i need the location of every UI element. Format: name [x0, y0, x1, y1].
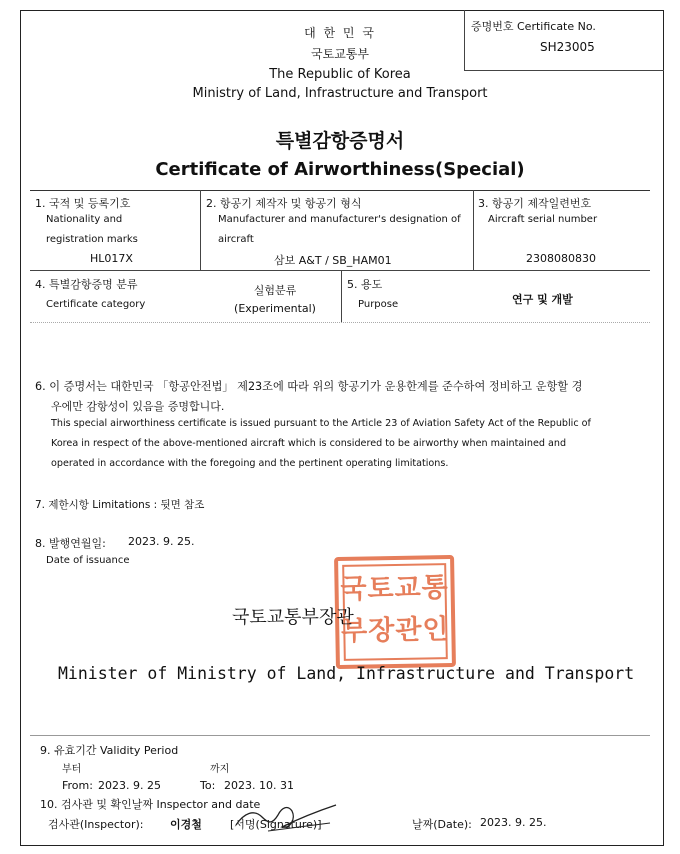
field1-label-en-2: registration marks — [46, 234, 138, 245]
minister-en: Minister of Ministry of Land, Infrastructure and Transport — [58, 664, 635, 683]
validity-from-ko: 부터 — [62, 764, 82, 775]
bottom-section-line — [30, 735, 650, 736]
signature-underline-stroke — [268, 823, 330, 831]
title-ko: 특별감항증명서 — [275, 130, 405, 152]
country-en: The Republic of Korea — [269, 67, 411, 82]
country-ko: 대 한 민 국 — [304, 26, 376, 40]
field5-label-ko: 5. 용도 — [347, 278, 383, 291]
cert-no-label: 증명번호 Certificate No. — [471, 20, 596, 33]
statement-en-line2: Korea in respect of the above-mentioned aircraft which is considered to be airworthy when maintained and — [51, 438, 567, 449]
issuance-label-ko: 8. 발행연월일: — [35, 537, 106, 550]
row1-bottom-line — [30, 270, 650, 271]
field4-value-en: (Experimental) — [234, 302, 316, 315]
issuance-label-en: Date of issuance — [46, 555, 130, 566]
field2-value: 삼보 A&T / SB_HAM01 — [274, 254, 392, 267]
row1-top-line — [30, 190, 650, 191]
statement-ko-line2: 우에만 감항성이 있음을 증명합니다. — [51, 400, 225, 413]
field3-label-ko: 3. 항공기 제작일련번호 — [478, 197, 592, 210]
date-label: 날짜(Date): — [412, 818, 472, 831]
inspector-signature — [232, 795, 342, 835]
statement-en-line1: This special airworthiness certificate is issued pursuant to the Article 23 of Aviation Safety Act of the Republic of — [51, 418, 591, 429]
field2-label-en-2: aircraft — [218, 234, 254, 245]
statement-ko-line1: 6. 이 증명서는 대한민국 「항공안전법」 제23조에 따라 위의 항공기가 운용한계를 준수하여 정비하고 운항할 경 — [35, 380, 583, 393]
field4-label-en: Certificate category — [46, 299, 146, 310]
ministry-en: Ministry of Land, Infrastructure and Transport — [192, 86, 488, 101]
title-en: Certificate of Airworthiness(Special) — [155, 159, 525, 180]
row1-divider-1 — [200, 190, 201, 270]
row2-divider — [341, 270, 342, 322]
field5-value: 연구 및 개발 — [512, 293, 573, 306]
signature-label: [서명(Signature)] — [230, 818, 322, 831]
inspector-date: 2023. 9. 25. — [480, 816, 547, 829]
field2-label-ko: 2. 항공기 제작자 및 항공기 형식 — [206, 197, 362, 210]
issuance-date: 2023. 9. 25. — [128, 535, 195, 548]
field4-value-ko: 실험분류 — [253, 284, 297, 297]
validity-label: 9. 유효기간 Validity Period — [40, 744, 179, 757]
cert-no-value: SH23005 — [540, 40, 595, 54]
field5-label-en: Purpose — [358, 299, 399, 310]
validity-to-label: To: — [200, 779, 216, 792]
cert-no-box-left — [464, 10, 465, 70]
validity-from-label: From: — [62, 779, 93, 792]
inspector-name: 이경철 — [170, 818, 202, 831]
row1-divider-2 — [473, 190, 474, 270]
inspector-label: 10. 검사관 및 확인날짜 Inspector and date — [40, 798, 261, 811]
row2-bottom-line — [30, 322, 650, 323]
limitations: 7. 제한시항 Limitations : 뒷면 참조 — [35, 499, 205, 511]
field1-label-en-1: Nationality and — [46, 214, 123, 225]
seal-line-2: 부장관인 — [340, 614, 450, 647]
validity-to-date: 2023. 10. 31 — [224, 779, 294, 792]
validity-to-ko: 까지 — [210, 764, 230, 775]
field3-label-en: Aircraft serial number — [488, 214, 598, 225]
field3-value: 2308080830 — [526, 252, 596, 265]
field1-label-ko: 1. 국적 및 등록기호 — [35, 197, 131, 210]
cert-no-box-bottom — [464, 70, 664, 71]
inspector-name-label: 검사관(Inspector): — [48, 818, 144, 831]
seal-line-1: 국토교통 — [340, 572, 450, 605]
statement-en-line3: operated in accordance with the foregoing and the pertinent operating limitations. — [51, 458, 449, 469]
field1-value: HL017X — [90, 252, 133, 265]
ministry-ko: 국토교통부 — [311, 47, 369, 61]
field4-label-ko: 4. 특별감항증명 분류 — [35, 278, 138, 291]
validity-from-date: 2023. 9. 25 — [98, 779, 161, 792]
minister-ko: 국토교통부장관 — [232, 607, 354, 628]
field2-label-en-1: Manufacturer and manufacturer's designation of — [218, 214, 461, 225]
